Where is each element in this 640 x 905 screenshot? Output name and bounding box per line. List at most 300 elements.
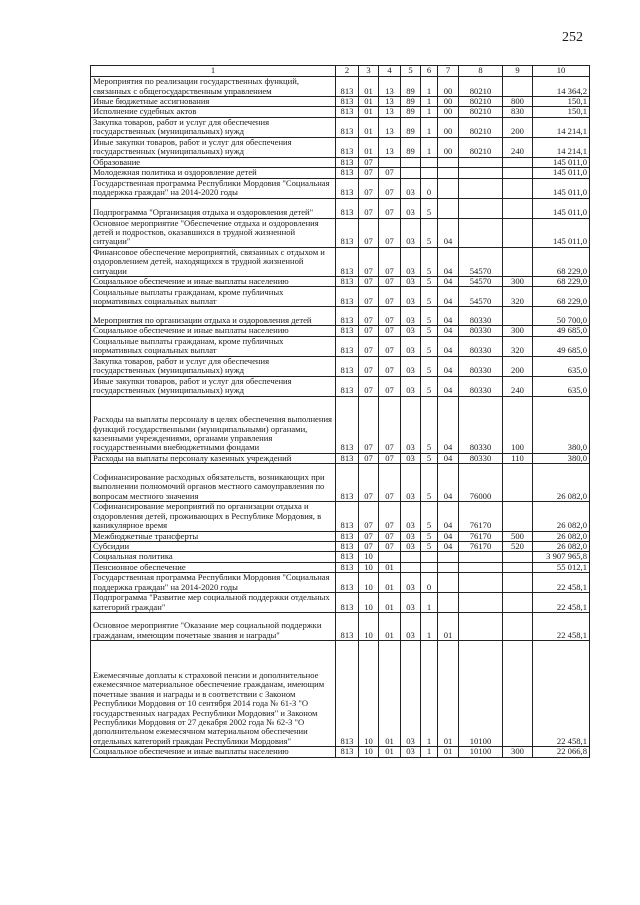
row-name-cell: Межбюджетные трансферты [91,531,336,541]
row-code-cell: 813 [336,613,359,641]
row-code-cell: 110 [503,453,533,463]
row-code-cell: 07 [379,336,401,356]
row-code-cell: 07 [359,541,379,551]
row-code-cell: 03 [401,641,421,747]
row-sum-cell: 145 011,0 [533,178,590,198]
row-sum-cell: 22 458,1 [533,573,590,593]
row-code-cell: 89 [401,137,421,157]
row-code-cell: 04 [438,464,459,502]
row-code-cell: 5 [421,396,438,453]
row-name-cell: Социальное обеспечение и иные выплаты населению [91,326,336,336]
row-sum-cell: 50 700,0 [533,307,590,326]
row-code-cell: 01 [438,613,459,641]
row-code-cell: 813 [336,326,359,336]
row-code-cell: 13 [379,107,401,117]
row-name-cell: Социальное обеспечение и иные выплаты населению [91,277,336,287]
row-code-cell: 03 [401,464,421,502]
row-code-cell: 5 [421,198,438,218]
row-name-cell: Мероприятия по реализации государственных функций, связанных с общегосударственным управлением [91,77,336,97]
row-code-cell: 07 [379,531,401,541]
row-code-cell: 03 [401,336,421,356]
row-code-cell: 1 [421,107,438,117]
row-code-cell: 54570 [459,287,503,307]
row-code-cell [459,613,503,641]
row-code-cell [421,562,438,572]
row-code-cell: 240 [503,376,533,396]
row-code-cell: 80330 [459,396,503,453]
row-code-cell: 10100 [459,747,503,757]
table-row [91,77,590,97]
row-code-cell: 04 [438,277,459,287]
row-code-cell: 80330 [459,336,503,356]
row-code-cell [438,198,459,218]
row-sum-cell: 26 082,0 [533,531,590,541]
row-code-cell: 07 [359,247,379,276]
table-row [91,287,590,307]
row-code-cell [438,562,459,572]
row-code-cell: 1 [421,97,438,107]
row-code-cell: 813 [336,77,359,97]
row-sum-cell: 635,0 [533,356,590,376]
column-header: 3 [359,66,379,77]
table-row [91,464,590,502]
table-row [91,247,590,276]
row-code-cell [503,613,533,641]
row-code-cell: 80330 [459,453,503,463]
row-code-cell: 03 [401,307,421,326]
row-code-cell: 03 [401,326,421,336]
row-code-cell: 300 [503,277,533,287]
row-code-cell: 813 [336,593,359,613]
row-code-cell: 5 [421,277,438,287]
row-code-cell [503,593,533,613]
column-header: 6 [421,66,438,77]
row-code-cell [459,198,503,218]
column-header: 8 [459,66,503,77]
row-code-cell: 813 [336,307,359,326]
row-code-cell: 07 [359,356,379,376]
row-code-cell [503,247,533,276]
row-code-cell [459,552,503,562]
row-code-cell: 80210 [459,97,503,107]
row-sum-cell: 26 082,0 [533,502,590,531]
row-name-cell: Государственная программа Республики Мордовия "Социальная поддержка граждан" на 2014-2020 годы [91,573,336,593]
page-number: 252 [562,30,583,45]
row-code-cell [438,573,459,593]
row-code-cell: 07 [379,464,401,502]
row-code-cell: 07 [359,218,379,247]
row-code-cell: 1 [421,77,438,97]
row-code-cell [459,593,503,613]
row-code-cell: 320 [503,287,533,307]
row-code-cell: 813 [336,396,359,453]
row-name-cell: Софинансирование мероприятий по организации отдыха и оздоровления детей, проживающих в Республике Мордовия, в каникулярное время [91,502,336,531]
row-code-cell [401,168,421,178]
row-code-cell: 04 [438,218,459,247]
row-code-cell: 07 [379,168,401,178]
row-code-cell: 813 [336,287,359,307]
row-code-cell: 07 [379,198,401,218]
row-code-cell: 89 [401,117,421,137]
row-code-cell: 89 [401,107,421,117]
row-code-cell: 01 [379,613,401,641]
row-code-cell: 03 [401,178,421,198]
row-code-cell: 10 [359,613,379,641]
row-code-cell: 07 [379,326,401,336]
row-code-cell: 813 [336,178,359,198]
row-code-cell: 80330 [459,356,503,376]
row-code-cell: 813 [336,247,359,276]
row-code-cell: 07 [359,277,379,287]
row-code-cell [401,552,421,562]
table-row [91,117,590,137]
column-header: 10 [533,66,590,77]
row-code-cell: 813 [336,641,359,747]
row-name-cell: Социальные выплаты гражданам, кроме публичных нормативных социальных выплат [91,287,336,307]
row-code-cell: 01 [359,137,379,157]
table-row [91,157,590,167]
table-row [91,641,590,747]
row-code-cell [459,573,503,593]
table-row [91,531,590,541]
row-code-cell: 01 [379,641,401,747]
row-code-cell: 07 [379,277,401,287]
row-code-cell: 00 [438,137,459,157]
column-header: 7 [438,66,459,77]
row-name-cell: Подпрограмма "Организация отдыха и оздоровления детей" [91,198,336,218]
row-code-cell [438,593,459,613]
row-sum-cell: 380,0 [533,396,590,453]
row-code-cell: 01 [379,562,401,572]
row-code-cell: 300 [503,747,533,757]
row-code-cell: 80210 [459,117,503,137]
row-name-cell: Подпрограмма "Развитие мер социальной поддержки отдельных категорий граждан" [91,593,336,613]
row-sum-cell: 14 214,1 [533,117,590,137]
row-code-cell: 813 [336,336,359,356]
row-name-cell: Расходы на выплаты персоналу в целях обеспечения выполнения функций государственными (муниципальными) органами, казенными учреждениями, органами управления государственными внебюджетными фондами [91,396,336,453]
row-code-cell: 80330 [459,326,503,336]
row-code-cell: 04 [438,336,459,356]
row-code-cell: 10 [359,562,379,572]
table-row [91,562,590,572]
row-code-cell: 00 [438,77,459,97]
row-name-cell: Субсидии [91,541,336,551]
table-row [91,613,590,641]
row-code-cell: 01 [379,593,401,613]
row-sum-cell: 22 066,8 [533,747,590,757]
table-row [91,356,590,376]
row-code-cell: 5 [421,541,438,551]
row-code-cell: 520 [503,541,533,551]
row-code-cell: 5 [421,336,438,356]
row-code-cell: 1 [421,117,438,137]
row-code-cell: 07 [359,168,379,178]
row-sum-cell: 150,1 [533,97,590,107]
row-code-cell: 04 [438,356,459,376]
row-sum-cell: 145 011,0 [533,157,590,167]
row-code-cell: 01 [359,117,379,137]
row-code-cell: 240 [503,137,533,157]
row-code-cell: 54570 [459,247,503,276]
row-sum-cell: 14 364,2 [533,77,590,97]
row-sum-cell: 26 082,0 [533,541,590,551]
row-name-cell: Исполнение судебных актов [91,107,336,117]
row-code-cell [438,168,459,178]
table-row [91,326,590,336]
row-code-cell: 813 [336,531,359,541]
row-sum-cell: 3 907 965,8 [533,552,590,562]
row-code-cell: 07 [379,287,401,307]
row-code-cell [503,168,533,178]
table-row [91,218,590,247]
row-name-cell: Ежемесячные доплаты к страховой пенсии и дополнительное ежемесячное материальное обеспечение гражданам, имеющим почетные звания и награды и в соответствии с Законом Республики Мордовия от 10 сентября 2014 года № 61-З "О государственных наградах Республики Мордовия" и Законом Республики Мордовия от 27 декабря 2002 года № 62-З "О дополнительном ежемесячном материальном обеспечении отдельных категорий граждан Республики Мордовия" [91,641,336,747]
row-code-cell: 1 [421,593,438,613]
table-row [91,453,590,463]
row-code-cell: 813 [336,747,359,757]
row-code-cell [401,157,421,167]
row-name-cell: Образование [91,157,336,167]
row-code-cell: 813 [336,277,359,287]
row-code-cell: 00 [438,97,459,107]
row-code-cell: 813 [336,573,359,593]
row-code-cell: 03 [401,287,421,307]
row-code-cell: 5 [421,464,438,502]
row-code-cell: 07 [379,502,401,531]
row-code-cell: 76170 [459,502,503,531]
row-sum-cell: 55 012,1 [533,562,590,572]
table-row [91,178,590,198]
row-code-cell: 03 [401,502,421,531]
column-header: 2 [336,66,359,77]
row-code-cell [503,198,533,218]
row-code-cell [503,641,533,747]
row-code-cell: 200 [503,117,533,137]
row-name-cell: Иные закупки товаров, работ и услуг для обеспечения государственных (муниципальных) нужд [91,137,336,157]
row-code-cell: 07 [359,453,379,463]
row-code-cell: 03 [401,277,421,287]
row-sum-cell: 145 011,0 [533,218,590,247]
row-code-cell: 01 [359,107,379,117]
table-row [91,573,590,593]
row-sum-cell: 145 011,0 [533,198,590,218]
row-code-cell [503,552,533,562]
row-code-cell: 07 [359,198,379,218]
row-code-cell: 04 [438,376,459,396]
row-code-cell: 07 [359,502,379,531]
row-code-cell: 80330 [459,307,503,326]
row-code-cell: 03 [401,541,421,551]
table-row [91,107,590,117]
row-code-cell: 813 [336,97,359,107]
row-code-cell: 5 [421,453,438,463]
row-code-cell: 10 [359,552,379,562]
table-row [91,277,590,287]
row-sum-cell: 68 229,0 [533,277,590,287]
row-sum-cell: 150,1 [533,107,590,117]
row-code-cell: 10 [359,593,379,613]
row-code-cell: 01 [379,747,401,757]
row-code-cell: 5 [421,287,438,307]
row-sum-cell: 22 458,1 [533,593,590,613]
row-code-cell: 813 [336,218,359,247]
table-row [91,137,590,157]
table-row [91,168,590,178]
row-code-cell: 01 [438,747,459,757]
row-code-cell [503,178,533,198]
row-code-cell: 320 [503,336,533,356]
row-name-cell: Расходы на выплаты персоналу казенных учреждений [91,453,336,463]
row-code-cell: 04 [438,307,459,326]
row-name-cell: Социальная политика [91,552,336,562]
row-code-cell: 1 [421,747,438,757]
row-name-cell: Закупка товаров, работ и услуг для обеспечения государственных (муниципальных) нужд [91,117,336,137]
row-sum-cell: 145 011,0 [533,168,590,178]
row-sum-cell: 22 458,1 [533,613,590,641]
row-code-cell [503,464,533,502]
row-code-cell: 01 [438,641,459,747]
row-code-cell: 500 [503,531,533,541]
row-code-cell: 10 [359,641,379,747]
row-code-cell: 03 [401,218,421,247]
row-code-cell: 04 [438,453,459,463]
table-row [91,593,590,613]
row-code-cell: 1 [421,641,438,747]
row-code-cell: 03 [401,376,421,396]
row-code-cell: 1 [421,137,438,157]
row-code-cell: 07 [359,287,379,307]
row-code-cell: 03 [401,613,421,641]
row-code-cell [459,218,503,247]
row-name-cell: Молодежная политика и оздоровление детей [91,168,336,178]
row-code-cell: 04 [438,396,459,453]
row-code-cell: 813 [336,464,359,502]
row-code-cell: 07 [359,464,379,502]
row-code-cell: 03 [401,198,421,218]
row-code-cell: 07 [379,247,401,276]
row-code-cell: 03 [401,356,421,376]
row-code-cell: 04 [438,287,459,307]
column-header: 9 [503,66,533,77]
row-code-cell: 07 [379,541,401,551]
row-code-cell: 04 [438,326,459,336]
row-code-cell: 0 [421,178,438,198]
row-code-cell: 813 [336,356,359,376]
row-code-cell: 76170 [459,531,503,541]
row-code-cell: 5 [421,356,438,376]
row-code-cell: 813 [336,453,359,463]
row-code-cell [438,178,459,198]
row-code-cell: 00 [438,107,459,117]
row-code-cell: 5 [421,531,438,541]
row-code-cell: 5 [421,502,438,531]
row-code-cell [503,77,533,97]
row-code-cell: 0 [421,573,438,593]
row-code-cell: 04 [438,247,459,276]
row-code-cell: 5 [421,218,438,247]
row-code-cell: 5 [421,376,438,396]
row-code-cell [438,552,459,562]
row-code-cell: 07 [359,178,379,198]
row-code-cell [379,552,401,562]
row-sum-cell: 26 082,0 [533,464,590,502]
row-sum-cell: 635,0 [533,376,590,396]
row-code-cell: 13 [379,97,401,107]
row-code-cell [421,157,438,167]
budget-table [90,65,590,758]
row-code-cell: 07 [379,453,401,463]
row-code-cell: 13 [379,137,401,157]
row-sum-cell: 380,0 [533,453,590,463]
row-code-cell: 03 [401,531,421,541]
row-code-cell: 10100 [459,641,503,747]
row-code-cell: 07 [379,178,401,198]
row-name-cell: Иные закупки товаров, работ и услуг для обеспечения государственных (муниципальных) нужд [91,376,336,396]
row-code-cell: 300 [503,326,533,336]
row-name-cell: Социальные выплаты гражданам, кроме публичных нормативных социальных выплат [91,336,336,356]
row-sum-cell: 68 229,0 [533,247,590,276]
table-row [91,747,590,757]
table-row [91,552,590,562]
row-code-cell: 813 [336,168,359,178]
row-code-cell: 04 [438,531,459,541]
table-row [91,97,590,107]
row-code-cell: 03 [401,593,421,613]
column-header: 4 [379,66,401,77]
row-code-cell: 07 [379,218,401,247]
row-code-cell: 89 [401,77,421,97]
row-sum-cell: 49 685,0 [533,336,590,356]
row-code-cell: 07 [359,157,379,167]
row-code-cell: 01 [359,77,379,97]
row-code-cell [503,573,533,593]
row-code-cell: 03 [401,747,421,757]
row-code-cell: 03 [401,453,421,463]
row-code-cell [503,562,533,572]
row-code-cell: 830 [503,107,533,117]
row-name-cell: Закупка товаров, работ и услуг для обеспечения государственных (муниципальных) нужд [91,356,336,376]
row-code-cell: 07 [359,336,379,356]
row-code-cell: 04 [438,541,459,551]
row-name-cell: Иные бюджетные ассигнования [91,97,336,107]
table-row [91,336,590,356]
row-code-cell: 813 [336,541,359,551]
row-code-cell [438,157,459,167]
row-code-cell: 100 [503,396,533,453]
row-code-cell: 07 [379,376,401,396]
row-code-cell: 07 [379,396,401,453]
row-code-cell [459,168,503,178]
row-code-cell: 800 [503,97,533,107]
row-code-cell: 13 [379,117,401,137]
row-code-cell: 80330 [459,376,503,396]
row-name-cell: Финансовое обеспечение мероприятий, связанных с отдыхом и оздоровлением детей, находящихся в трудной жизненной ситуации [91,247,336,276]
table-row [91,502,590,531]
row-code-cell: 813 [336,502,359,531]
row-code-cell: 13 [379,77,401,97]
row-code-cell [503,502,533,531]
row-code-cell [421,168,438,178]
row-code-cell [459,178,503,198]
row-code-cell: 54570 [459,277,503,287]
row-name-cell: Основное мероприятие "Оказание мер социальной поддержки гражданам, имеющим почетные звания и награды" [91,613,336,641]
row-name-cell: Государственная программа Республики Мордовия "Социальная поддержка граждан" на 2014-2020 годы [91,178,336,198]
row-name-cell: Основное мероприятие "Обеспечение отдыха и оздоровления детей и подростков, оказавшихся в трудной жизненной ситуации" [91,218,336,247]
row-code-cell: 813 [336,107,359,117]
row-code-cell [379,157,401,167]
table-row [91,376,590,396]
row-code-cell: 813 [336,157,359,167]
row-code-cell: 5 [421,326,438,336]
